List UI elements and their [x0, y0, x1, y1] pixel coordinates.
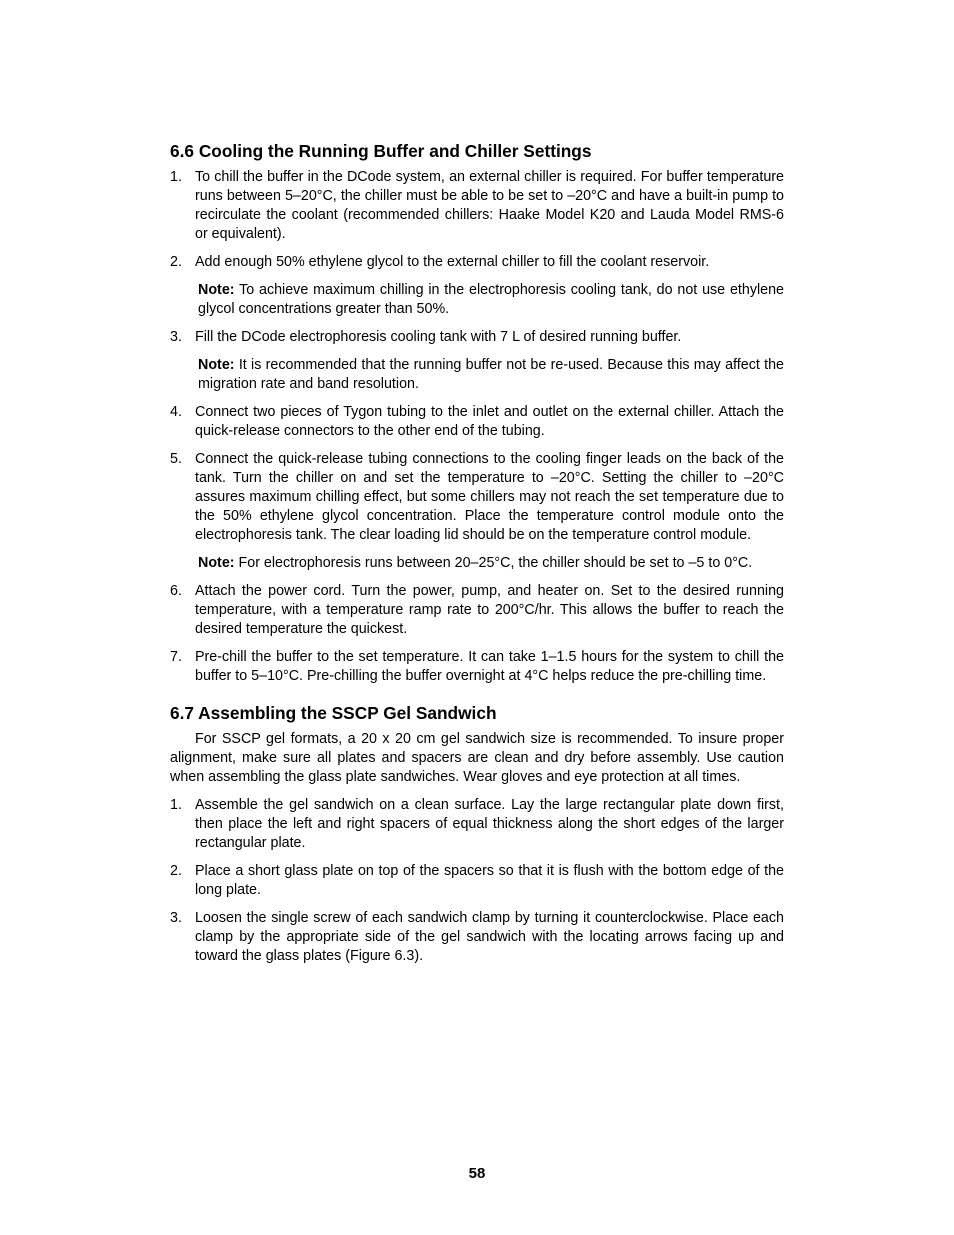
step-number: 3. — [170, 329, 182, 345]
note-paragraph — [198, 554, 784, 573]
step-number: 2. — [170, 254, 182, 270]
note-text: For electrophoresis runs between 20–25°C, the chiller should be set to –5 to 0°C. — [234, 555, 753, 571]
list-item — [170, 403, 784, 441]
step-number: 5. — [170, 451, 182, 467]
step-number: 2. — [170, 863, 182, 879]
list-item — [170, 253, 784, 272]
note-label: Note: — [198, 357, 235, 373]
step-text: Connect two pieces of Tygon tubing to the inlet and outlet on the external chiller. Attach the quick-release connectors to the other end of the tubing. — [195, 404, 784, 439]
step-text: Pre-chill the buffer to the set temperature. It can take 1–1.5 hours for the system to chill the buffer to 5–10°C. Pre-chilling the buffer overnight at 4°C helps reduce the pre-chilling time. — [195, 649, 784, 684]
list-item — [170, 648, 784, 686]
note-label: Note: — [198, 282, 235, 298]
step-number: 6. — [170, 583, 182, 599]
note-text: It is recommended that the running buffer not be re-used. Because this may affect the migration rate and band resolution. — [198, 357, 784, 392]
list-item — [170, 328, 784, 347]
step-text: Loosen the single screw of each sandwich clamp by turning it counterclockwise. Place each clamp by the appropriate side of the gel sandwich with the locating arrows facing up and toward the glass plates (Figure 6.3). — [195, 910, 784, 964]
step-text: Add enough 50% ethylene glycol to the external chiller to fill the coolant reservoir. — [195, 254, 710, 270]
list-item — [170, 909, 784, 966]
list-item — [170, 862, 784, 900]
step-text: Place a short glass plate on top of the spacers so that it is flush with the bottom edge of the long plate. — [195, 863, 784, 898]
note-text: To achieve maximum chilling in the electrophoresis cooling tank, do not use ethylene glycol concentrations greater than 50%. — [198, 282, 784, 317]
steps-list-6-6-cont3 — [170, 582, 784, 686]
step-text: Attach the power cord. Turn the power, pump, and heater on. Set to the desired running temperature, with a temperature ramp rate to 200°C/hr. This allows the buffer to reach the desired temperature the quickest. — [195, 583, 784, 637]
steps-list-6-6-cont2 — [170, 403, 784, 545]
step-number: 1. — [170, 169, 182, 185]
step-number: 4. — [170, 404, 182, 420]
steps-list-6-6 — [170, 168, 784, 272]
step-number: 7. — [170, 649, 182, 665]
note-paragraph — [198, 281, 784, 319]
step-text: Connect the quick-release tubing connections to the cooling finger leads on the back of the tank. Turn the chiller on and set the temperature to –20°C. Setting the chiller to –20°C assures maximum chilling effect, but some chillers may not reach the set temperature due to the 50% ethylene glycol concentration. Place the temperature control module onto the electrophoresis tank. The clear loading lid should be on the temperature control module. — [195, 451, 784, 543]
list-item — [170, 450, 784, 545]
step-text: To chill the buffer in the DCode system, an external chiller is required. For buffer temperature runs between 5–20°C, the chiller must be able to be set to –20°C and have a built-in pump to recirculate the coolant (recommended chillers: Haake Model K20 and Lauda Model RMS-6 or equivalent). — [195, 169, 784, 242]
step-text: Fill the DCode electrophoresis cooling tank with 7 L of desired running buffer. — [195, 329, 682, 345]
steps-list-6-6-cont — [170, 328, 784, 347]
step-number: 3. — [170, 910, 182, 926]
section-heading-6-7: 6.7 Assembling the SSCP Gel Sandwich — [170, 703, 497, 723]
step-text: Assemble the gel sandwich on a clean surface. Lay the large rectangular plate down first, then place the left and right spacers of equal thickness along the short edges of the larger rectangular plate. — [195, 797, 784, 851]
note-paragraph — [198, 356, 784, 394]
list-item — [170, 796, 784, 853]
page-number: 58 — [468, 1165, 486, 1182]
note-label: Note: — [198, 555, 235, 571]
steps-list-6-7 — [170, 796, 784, 966]
list-item — [170, 582, 784, 639]
step-number: 1. — [170, 797, 182, 813]
list-item — [170, 168, 784, 244]
page-content — [170, 140, 784, 975]
intro-paragraph: For SSCP gel formats, a 20 x 20 cm gel sandwich size is recommended. To insure proper alignment, make sure all plates and spacers are clean and dry before assembly. Use caution when assembling the glass plate sandwiches. Wear gloves and eye protection at all times. — [170, 731, 784, 785]
section-heading-6-6: 6.6 Cooling the Running Buffer and Chiller Settings — [170, 141, 592, 161]
